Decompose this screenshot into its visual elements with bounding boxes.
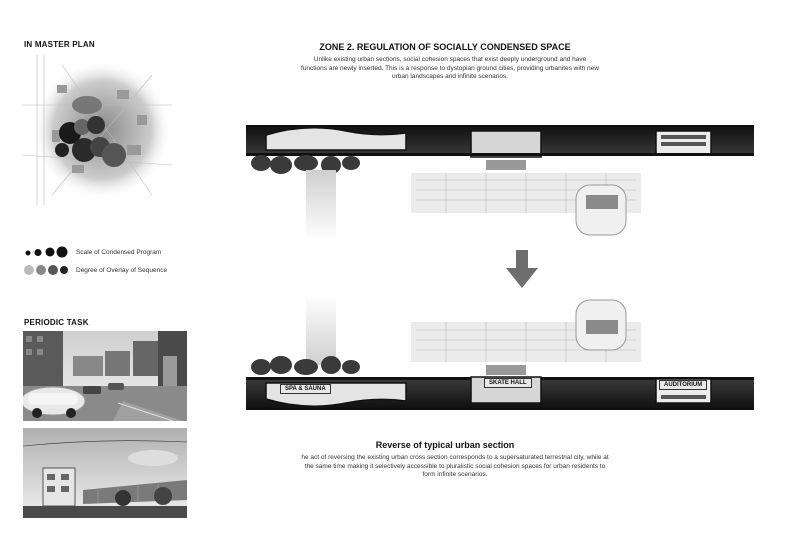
- upright-trees: [251, 356, 360, 375]
- master-plan-title: IN MASTER PLAN: [24, 40, 95, 49]
- zone-description: Unlike existing urban sections, social cohesion spaces that exist deeply underground and have functions are newly inserted. This is a response to dystopian ground cities, providing urbanites with new urban landscapes and infinite scenarios.: [301, 56, 599, 80]
- master-plan-map: [22, 55, 172, 205]
- inverted-trees: [251, 155, 360, 174]
- building-photo: [23, 428, 187, 518]
- legend-overlay-row: [24, 264, 167, 276]
- street-photo: [23, 331, 187, 421]
- spa-sauna-label: SPA & SAUNA: [280, 384, 331, 394]
- existing-urban-section: [246, 125, 754, 240]
- overlay-circles-icon: [24, 264, 68, 276]
- reverse-description: he act of reversing the existing urban cross section corresponds to a supersaturated terrestrial city, while at the same time making it selectively accessible to pluralistic social cohesion spaces for urban residents to form infinite scenarios.: [301, 454, 609, 478]
- zone-title: ZONE 2. REGULATION OF SOCIALLY CONDENSED SPACE: [319, 42, 571, 52]
- skate-hall-label: SKATE HALL: [484, 378, 532, 388]
- arrow-down-icon: [506, 250, 538, 288]
- scale-circles-icon: [24, 246, 68, 258]
- legend-scale-row: [24, 246, 161, 258]
- auditorium-label: AUDITORIUM: [659, 380, 707, 390]
- legend-scale-label: Scale of Condensed Program: [76, 248, 162, 256]
- legend-overlay-label: Degree of Overlay of Sequence: [76, 266, 168, 274]
- periodic-task-title: PERIODIC TASK: [24, 318, 89, 327]
- reverse-title: Reverse of typical urban section: [375, 440, 515, 450]
